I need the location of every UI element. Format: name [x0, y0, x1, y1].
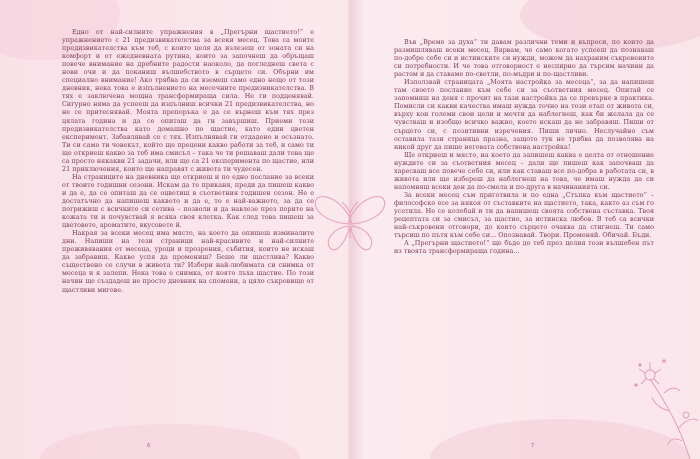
flower-branch-icon — [620, 329, 700, 459]
right-paragraph-2: Използвай страницата „Моята настройка за месеца“, за да напишеш там своето послание към себе си за съответния месец. Опитай се запомниш на деня с прочит на тази настройка да се превърне в практика. Помисли си какви качества имаш нужда точно на този етап от живота си, върху кои големи свои цели и мечти да наблегнеш, как би желала да се чувстваш и изобщо всичко важно, което искаш да не забравяш. Пиши от сърцето си, с позитивни изречения. Пиши лично. Неслучайно съм оставила тази страница празна, защото тук не трябва да позволява на никой друг да пише неговата собствена настройка! — [394, 78, 654, 151]
left-paragraph-2: На страниците на дневника ще откриеш и по едно послание за всеки от твоите годишни сезони. Искам да те приканя, преди да пишеш какво и да е, да се опиташ да се оцветиш в съответния годишен сезон. Не е достатъчно да напишеш каквото и да е, то е най-важното, за да се погрижиш с всичките си сетива – позволи и да навлезе през порите на кожата ти и почувствай я всяка своя клетка. Как след това пишеш за цветовете, ароматите, вкусовете й. — [62, 172, 314, 230]
right-paragraph-3: Ще откриеш и място, на което да запишеш каква е целта от отношение нуждите си за съответния месец – дали ще пишеш как започваш да харесваш все повече себе си, или как ставаш все по-добра в работата си, в живота или ще избереш да наблегнеш на това, че имаш нужда да си напомняш всеки ден да по-смела и по-друга в начинанията си. — [394, 150, 654, 191]
left-paragraph-3: Накрая за всеки месец има място, на което да опишеш изминалите дни. Напиши на тези страници най-красивите и най-силните преживявания от месеца, уроци и прозрения, събития, които не искаш да забравиш. Какво успя да промениш? Беше ли щастлива? Какво съществено се случи в живота ти? Избери най-любимата си снимка от месеца и я залепи. Нека това е снимка, от която лъха щастие. По този начин ще създадеш не просто дневник на спомени, а цяло съкровище от щастливи мигове. — [62, 229, 314, 294]
left-paragraph-1: Едно от най-силните упражнения в „Прегърни щастието!“ е упражнението с 21 предизвикателства за всеки месец. Това са моите предизвикателства към теб, с които целя да излезеш от зоната си на комфорт и от ежедневната рутина, които за започнеш да обръщаш повече внимание на дребните радости наоколо, да погледнеш света с нови очи и да поканиш вълшебството в сърцето си. Обърни им специално внимание! Ако трябва да си вземеш само едно нещо от този дневник, нека това е изпълнението на месечните предизвикателства. В тях е заключена мощна трансформираща сила. Не ги подценявай. Сигурно няма да успееш да изпълниш всички 21 предизвикателства, но не се притеснявай. Моята препоръка е да се върнеш към тях през цялата година и да се опиташ да ги завършиш. Приеми тези предизвикателства като домашно по щастие, като един цветен експеримент. Забавлявай се с тях. Изпълнявай ги отдадено и осъзнато. Ти си само ти човекът, който ще прецени какво работи за теб, и само ти ще откриеш какво за теб има смисъл – така че ти решаваш дали това ще са просто някакви 21 задачи, или ще са 21 експеримента по щастие, или 21 приключения, които ще направят с живота ти чудесен. — [62, 28, 314, 173]
decorative-blob — [40, 424, 300, 459]
left-page-text — [62, 28, 314, 294]
right-paragraph-1: Във „Време за духа“ ти давам различни теми и въпроси, по които да размишляваш всеки месец. Вярвам, че само когато успееш да познаваш по-добре себе си и истинските си нужди, можем да нахраним съкровените си потребности. И че това отговорност е неспирно да търсим начини да растем и да ставаме по-светли, по-мъдри и по-щастливи. — [394, 38, 654, 79]
page-number-left: 6 — [147, 443, 151, 449]
butterfly-icon — [310, 188, 390, 262]
right-paragraph-4: За всеки месец съм приготвила и по една „Стъпка към щастието“ – философско есе за някоя от съставките на щастието, така, както аз съм го усетила. Не се колебай и ти да напишеш своята собствена съставка. Твоя рецептата си за смисъл, за щастие, за истинска любов. В теб са всички най-съкровени отговори, до които сърцето очаква да стигнеш. Ти само търсиш по пътя към себе си... Опознавай. Твори. Променяй. Обичай. Бъди. — [394, 190, 654, 240]
right-paragraph-5: А „Прегърни щастието!“ ще бъде до теб през целия този вълшебен път из твоята трансформираща година... — [394, 239, 654, 256]
page-number-right: 7 — [531, 443, 535, 449]
right-page-text — [394, 38, 654, 255]
